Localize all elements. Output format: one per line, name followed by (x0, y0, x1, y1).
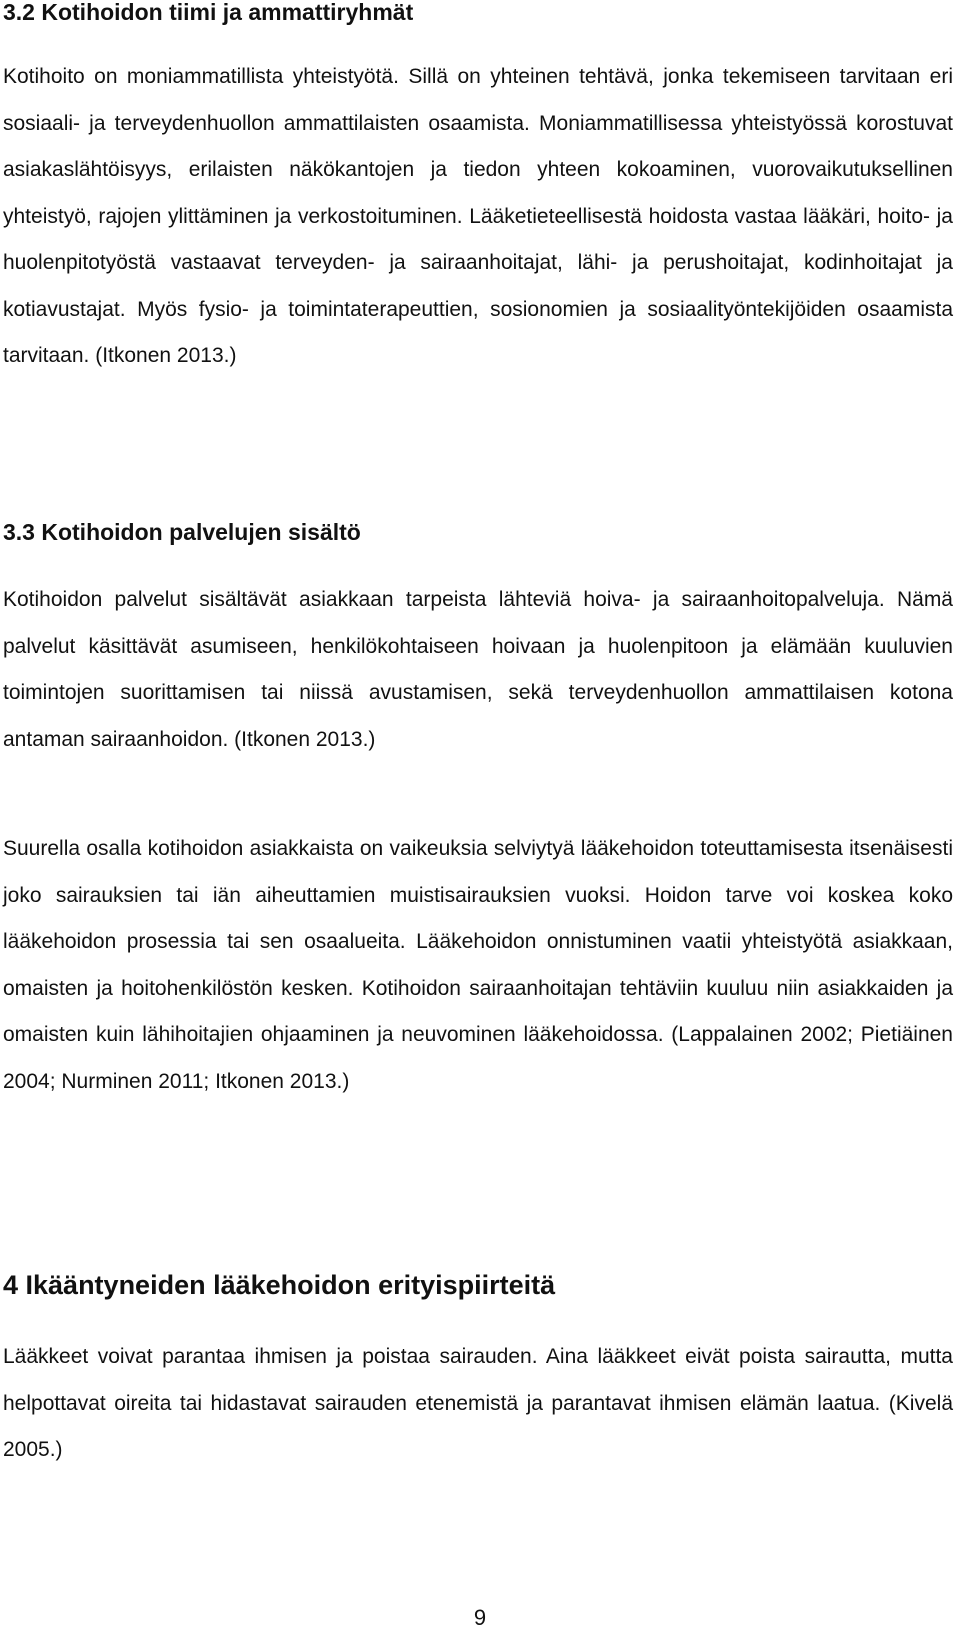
section-3-3-paragraph-2: Suurella osalla kotihoidon asiakkaista on vaikeuksia selviytyä lääkehoidon toteuttamisesta itsenäisesti joko sairauksien tai iän aiheuttamien muistisairauksien vuoksi. Hoidon tarve voi koskea koko lääkehoidon prosessia tai sen osaalueita. Lääkehoidon onnistuminen vaatii yhteistyötä asiakkaan, omaisten ja hoitohenkilöstön kesken. Kotihoidon sairaanhoitajan tehtäviin kuuluu niin asiakkaiden ja omaisten kuin lähihoitajien ohjaaminen ja neuvominen lääkehoidossa. (Lappalainen 2002; Pietiäinen 2004; Nurminen 2011; Itkonen 2013.) (3, 837, 953, 1093)
page-number: 9 (473, 1605, 487, 1630)
section-heading-3-3: 3.3 Kotihoidon palvelujen sisältö (3, 519, 361, 545)
section-heading-3-2: 3.2 Kotihoidon tiimi ja ammattiryhmät (3, 0, 414, 25)
section-3-3-paragraph-1: Kotihoidon palvelut sisältävät asiakkaan tarpeista lähteviä hoiva- ja sairaanhoitopalveluja. Nämä palvelut käsittävät asumiseen, henkilökohtaiseen hoivaan ja huolenpitoon ja elämään kuuluvien toimintojen suorittamisen tai niissä avustamisen, sekä terveydenhuollon ammattilaisen kotona antaman sairaanhoidon. (Itkonen 2013.) (3, 588, 953, 751)
chapter-heading-4: 4 Ikääntyneiden lääkehoidon erityispiirteitä (3, 1270, 556, 1300)
chapter-4-paragraph: Lääkkeet voivat parantaa ihmisen ja poistaa sairauden. Aina lääkkeet eivät poista sairautta, mutta helpottavat oireita tai hidastavat sairauden etenemistä ja parantavat ihmisen elämän laatua. (Kivelä 2005.) (3, 1345, 953, 1461)
section-3-2-paragraph: Kotihoito on moniammatillista yhteistyötä. Sillä on yhteinen tehtävä, jonka tekemiseen tarvitaan eri sosiaali- ja terveydenhuollon ammattilaisten osaamista. Moniammatillisessa yhteistyössä korostuvat asiakaslähtöisyys, erilaisten näkökantojen ja tiedon yhteen kokoaminen, vuorovaikutuksellinen yhteistyö, rajojen ylittäminen ja verkostoituminen. Lääketieteellisestä hoidosta vastaa lääkäri, hoito- ja huolenpitotyöstä vastaavat terveyden- ja sairaanhoitajat, lähi- ja perushoitajat, kodinhoitajat ja kotiavustajat. Myös fysio- ja toimintaterapeuttien, sosionomien ja sosiaalityöntekijöiden osaamista tarvitaan. (Itkonen 2013.) (3, 65, 953, 367)
